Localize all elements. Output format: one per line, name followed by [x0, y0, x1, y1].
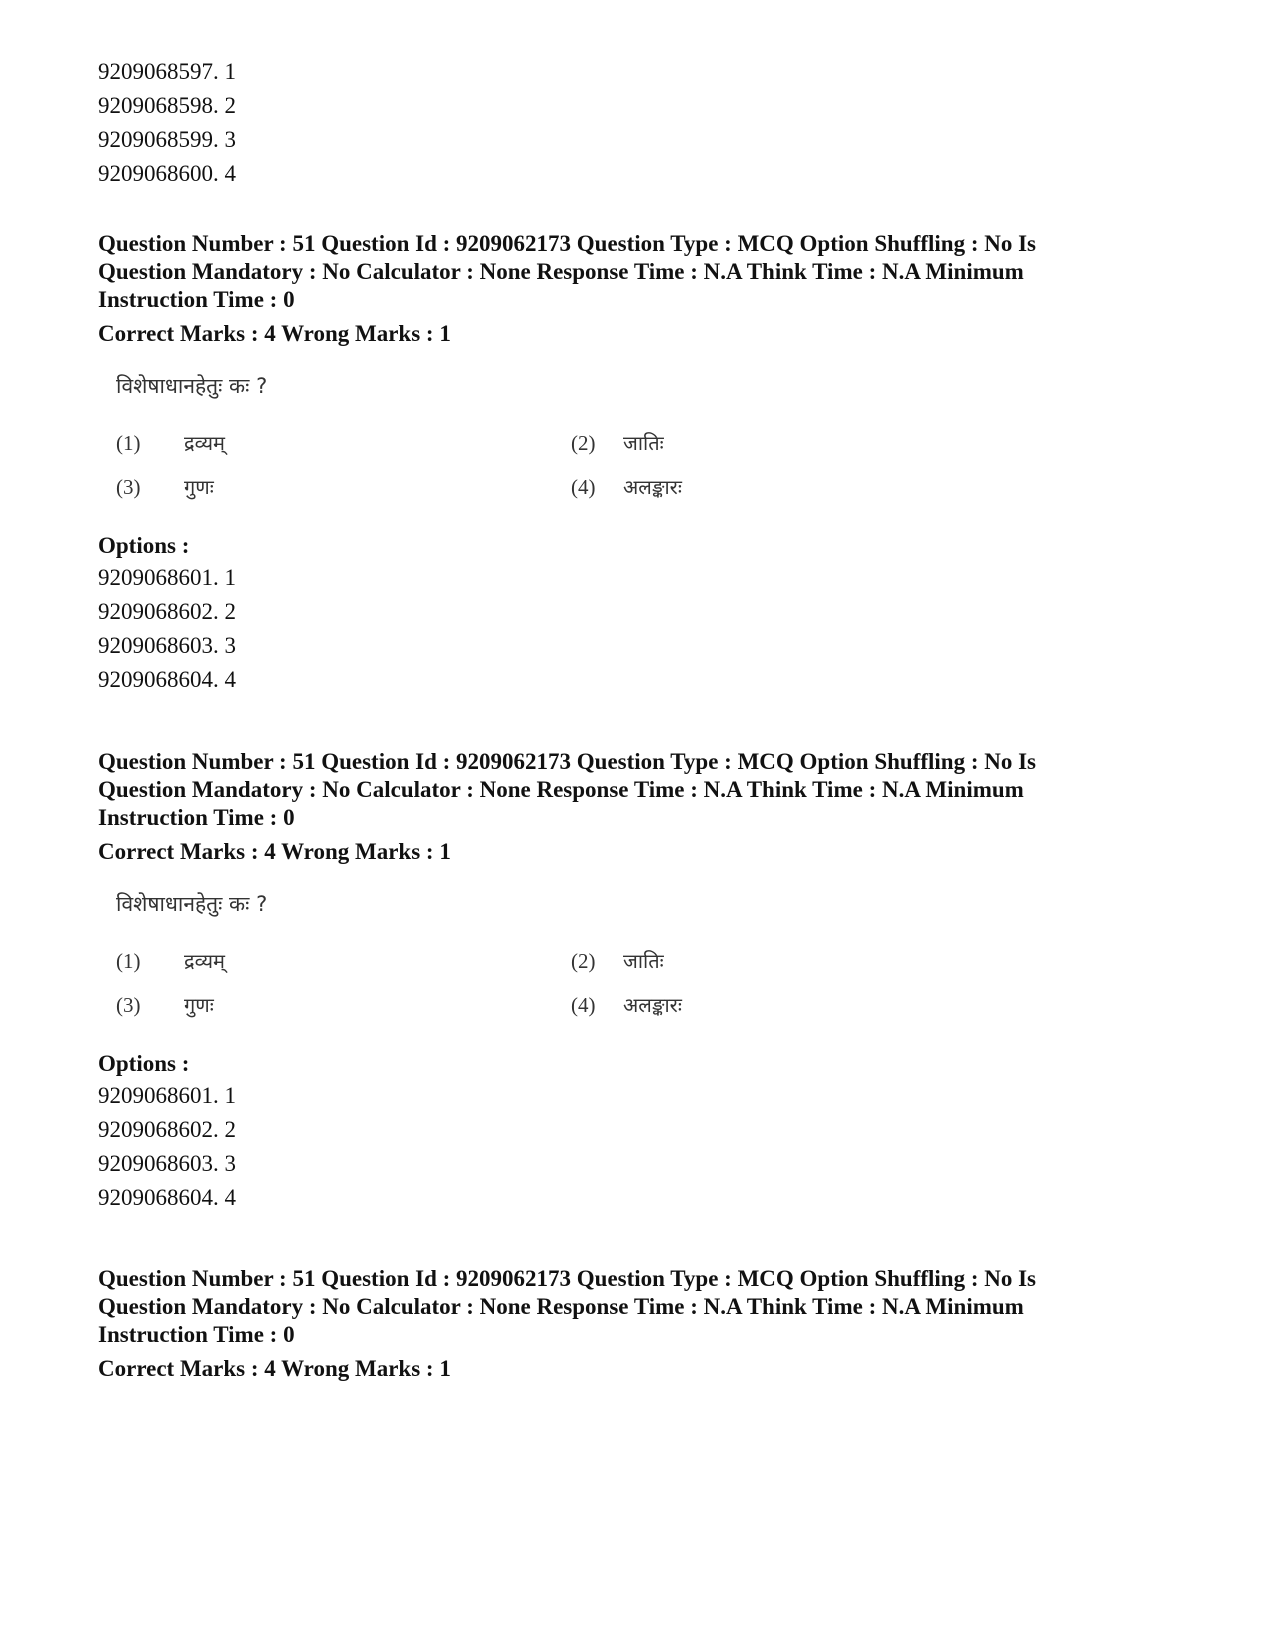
choice-text: गुणः	[184, 475, 214, 499]
choice-number: (1)	[116, 949, 141, 973]
marks-line: Correct Marks : 4 Wrong Marks : 1	[98, 839, 451, 864]
question-text: विशेषाधानहेतुः कः ?	[116, 374, 268, 398]
question-header-line: Question Mandatory : No Calculator : None Response Time : N.A Think Time : N.A Minimum	[98, 259, 1024, 284]
choice-text: जातिः	[623, 949, 664, 973]
question-header-line: Question Mandatory : No Calculator : None Response Time : N.A Think Time : N.A Minimum	[98, 1294, 1024, 1319]
choice-number: (4)	[571, 475, 596, 499]
choice-number: (2)	[571, 949, 596, 973]
marks-line: Correct Marks : 4 Wrong Marks : 1	[98, 1356, 451, 1381]
options-label: Options :	[98, 533, 190, 558]
option-line: 9209068603. 3	[98, 1151, 236, 1176]
question-header-line: Instruction Time : 0	[98, 1322, 295, 1347]
question-header-line: Instruction Time : 0	[98, 805, 295, 830]
choice-item	[571, 992, 682, 1018]
choice-text: गुणः	[184, 993, 214, 1017]
choice-text: द्रव्यम्	[184, 949, 226, 973]
option-line: 9209068599. 3	[98, 127, 236, 152]
question-block	[98, 230, 1188, 697]
choice-number: (1)	[116, 431, 141, 455]
question-header-line: Question Number : 51 Question Id : 9209062173 Question Type : MCQ Option Shuffling : No Is	[98, 231, 1037, 256]
question-block	[98, 1265, 1188, 1383]
choice-item	[571, 430, 664, 456]
choice-item	[116, 948, 225, 974]
option-line: 9209068600. 4	[98, 161, 236, 186]
option-line: 9209068602. 2	[98, 1117, 236, 1142]
question-image	[116, 372, 1188, 517]
options-label: Options :	[98, 1051, 190, 1076]
option-line: 9209068598. 2	[98, 93, 236, 118]
choice-number: (3)	[116, 993, 141, 1017]
option-line: 9209068597. 1	[98, 59, 236, 84]
marks-line: Correct Marks : 4 Wrong Marks : 1	[98, 321, 451, 346]
option-line: 9209068601. 1	[98, 1083, 236, 1108]
option-line: 9209068603. 3	[98, 633, 236, 658]
question-text: विशेषाधानहेतुः कः ?	[116, 892, 268, 916]
choice-text: जातिः	[623, 431, 664, 455]
choice-text: अलङ्कारः	[623, 993, 682, 1017]
previous-options-list	[98, 55, 1188, 191]
choice-number: (2)	[571, 431, 596, 455]
choice-item	[571, 474, 682, 500]
choice-item	[116, 474, 214, 500]
option-line: 9209068604. 4	[98, 1185, 236, 1210]
choice-item	[116, 430, 225, 456]
option-line: 9209068601. 1	[98, 565, 236, 590]
question-header-line: Question Number : 51 Question Id : 9209062173 Question Type : MCQ Option Shuffling : No Is	[98, 749, 1037, 774]
choice-text: द्रव्यम्	[184, 431, 226, 455]
question-header-line: Question Number : 51 Question Id : 9209062173 Question Type : MCQ Option Shuffling : No Is	[98, 1266, 1037, 1291]
option-line: 9209068604. 4	[98, 667, 236, 692]
question-block	[98, 748, 1188, 1215]
choice-item	[571, 948, 664, 974]
option-line: 9209068602. 2	[98, 599, 236, 624]
choice-number: (3)	[116, 475, 141, 499]
question-header-line: Question Mandatory : No Calculator : None Response Time : N.A Think Time : N.A Minimum	[98, 777, 1024, 802]
choice-item	[116, 992, 214, 1018]
question-image	[116, 890, 1188, 1035]
question-header-line: Instruction Time : 0	[98, 287, 295, 312]
choice-number: (4)	[571, 993, 596, 1017]
choice-text: अलङ्कारः	[623, 475, 682, 499]
